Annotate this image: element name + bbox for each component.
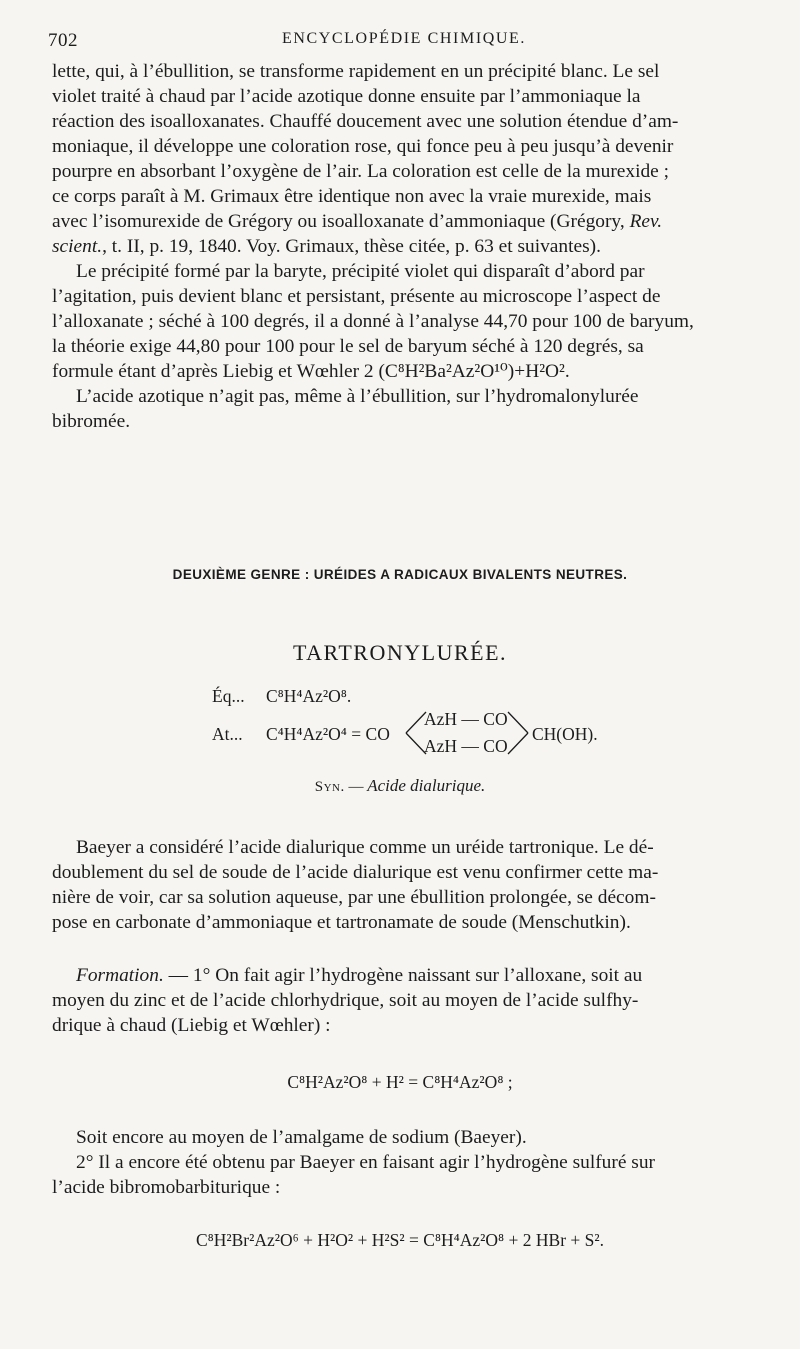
page-header xyxy=(48,30,760,56)
formation-label: Formation. xyxy=(76,965,164,986)
text-line: l’agitation, puis devient blanc et persistant, présente au microscope l’aspect de xyxy=(52,286,661,307)
text-line: moyen du zinc et de l’acide chlorhydrique, soit au moyen de l’acide sulfhy- xyxy=(52,990,639,1011)
text-line: doublement du sel de soude de l’acide dialurique est venu confirmer cette ma- xyxy=(52,862,659,883)
substance-title: TARTRONYLURÉE. xyxy=(292,640,508,665)
text-line: l’acide bibromobarbiturique : xyxy=(52,1177,281,1198)
at-lower-group: AzH — CO xyxy=(424,736,508,756)
text-run: , t. II, p. 19, 1840. Voy. Grimaux, thèse citée, p. 63 et suivantes). xyxy=(102,236,601,257)
eq-label: Éq... xyxy=(212,686,245,706)
page-number: 702 xyxy=(48,30,78,51)
text-line: ce corps paraît à M. Grimaux être identique non avec la vraie murexide, mais xyxy=(52,186,652,207)
journal-abbrev: scient. xyxy=(52,236,103,257)
text-line: Soit encore au moyen de l’amalgame de sodium (Baeyer). xyxy=(76,1127,527,1148)
text-line xyxy=(52,964,754,989)
text-line: 2° Il a encore été obtenu par Baeyer en faisant agir l’hydrogène sulfuré sur xyxy=(76,1152,655,1173)
text-run: — 1° On fait agir l’hydrogène naissant sur l’alloxane, soit au xyxy=(163,965,643,986)
text-line: moniaque, il développe une coloration rose, qui fonce peu à peu jusqu’à devenir xyxy=(52,136,674,157)
at-end: CH(OH). xyxy=(532,724,598,744)
text-line: pose en carbonate d’ammoniaque et tartronamate de soude (Menschutkin). xyxy=(52,912,631,933)
text-line: bibromée. xyxy=(52,411,131,432)
text-line: l’alloxanate ; séché à 100 degrés, il a donné à l’analyse 44,70 pour 100 de baryum, xyxy=(52,311,694,332)
text-line: formule étant d’après Liebig et Wœhler 2 (C⁸H²Ba²Az²O¹⁰)+H²O². xyxy=(52,361,570,382)
genre-title: DEUXIÈME GENRE : URÉIDES A RADICAUX BIVALENTS NEUTRES. xyxy=(172,567,628,582)
text-line: Le précipité formé par la baryte, précipité violet qui disparaît d’abord par xyxy=(76,261,645,282)
equation-hydrogenation: C⁸H²Az²O⁸ + H² = C⁸H⁴Az²O⁸ ; xyxy=(287,1072,513,1092)
synonym-label: Syn. xyxy=(314,779,345,795)
synonym-name: Acide dialurique. xyxy=(367,776,486,795)
eq-formula: C⁸H⁴Az²O⁸. xyxy=(266,686,352,706)
text-line: la théorie exige 44,80 pour 100 pour le sel de baryum séché à 120 degrés, sa xyxy=(52,336,644,357)
text-run: avec l’isomurexide de Grégory ou isoalloxanate d’ammoniaque (Grégory, xyxy=(52,211,625,232)
journal-abbrev: Rev. xyxy=(629,211,663,232)
synonym-line xyxy=(0,776,800,796)
at-label: At... xyxy=(212,724,243,744)
text-line: réaction des isoalloxanates. Chauffé doucement avec une solution étendue d’am- xyxy=(52,111,679,132)
at-formula: C⁴H⁴Az²O⁴ = CO xyxy=(266,724,390,744)
text-line: L’acide azotique n’agit pas, même à l’ébullition, sur l’hydromalonylurée xyxy=(76,386,639,407)
text-line xyxy=(52,210,754,235)
text-line: drique à chaud (Liebig et Wœhler) : xyxy=(52,1015,331,1036)
text-line: pourpre en absorbant l’oxygène de l’air. La coloration est celle de la murexide ; xyxy=(52,161,670,182)
text-line: Baeyer a considéré l’acide dialurique comme un uréide tartronique. Le dé- xyxy=(76,837,654,858)
text-line: nière de voir, car sa solution aqueuse, par une ébullition prolongée, se décom- xyxy=(52,887,656,908)
equation-bromobarbituric: C⁸H²Br²Az²O⁶ + H²O² + H²S² = C⁸H⁴Az²O⁸ + 2 HBr + S². xyxy=(195,1230,605,1250)
at-upper-group: AzH — CO xyxy=(424,709,508,729)
running-title: ENCYCLOPÉDIE CHIMIQUE. xyxy=(281,30,527,47)
text-line: violet traité à chaud par l’acide azotique donne ensuite par l’ammoniaque la xyxy=(52,86,641,107)
text-line: lette, qui, à l’ébullition, se transforme rapidement en un précipité blanc. Le sel xyxy=(52,61,660,82)
text-line xyxy=(52,235,754,260)
synonym-dash: — xyxy=(344,779,368,795)
right-bond-bracket xyxy=(504,708,532,758)
